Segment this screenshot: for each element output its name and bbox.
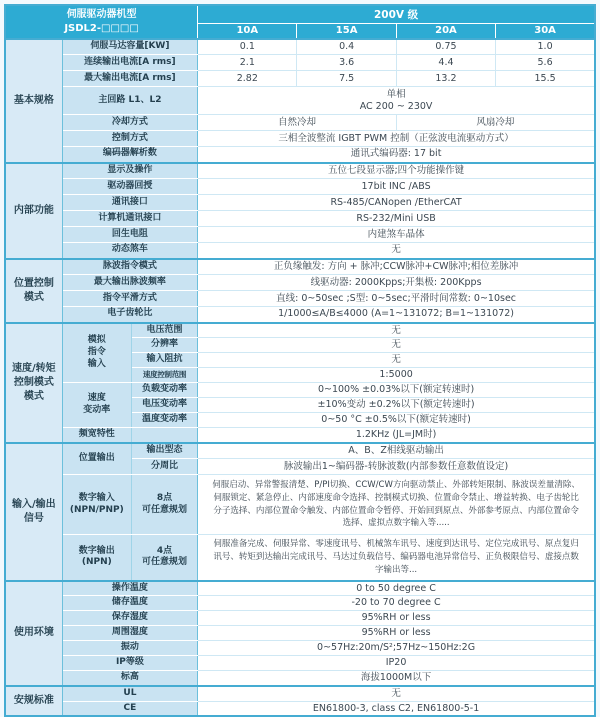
spec-value: 0~50 °C ±0.5%以下(额定转速时)	[198, 412, 595, 427]
spec-value: 无	[198, 353, 595, 368]
spec-label: 驱动器回授	[62, 179, 197, 195]
spec-sublabel: 输入阻抗	[131, 353, 197, 368]
spec-value: 无	[198, 323, 595, 338]
table-row	[5, 307, 595, 323]
table-row	[5, 427, 595, 442]
spec-label: 回生电阻	[62, 227, 197, 243]
spec-label: 振动	[62, 641, 197, 656]
spec-value: A、B、Z相线驱动输出	[198, 443, 595, 459]
table-row	[5, 227, 595, 243]
spec-value: 0~57Hz:20m/S²;57Hz~150Hz:2G	[198, 641, 595, 656]
spec-label: 储存温度	[62, 596, 197, 611]
spec-value: 内建煞车晶体	[198, 227, 595, 243]
table-row	[5, 195, 595, 211]
table-row	[5, 275, 595, 291]
table-row	[5, 655, 595, 670]
drive-model-header: 伺服驱动器机型 JSDL2-□□□□	[5, 5, 198, 39]
table-row	[5, 626, 595, 641]
spec-value: 单相 AC 200 ~ 230V	[198, 87, 595, 115]
table-row	[5, 596, 595, 611]
spec-group-label: 数字输入 (NPN/PNP)	[62, 475, 131, 535]
spec-value: 无	[198, 686, 595, 701]
spec-value: ±10%变动 ±0.2%以下(额定转速时)	[198, 397, 595, 412]
spec-value: 正负缘触发: 方向 + 脉冲;CCW脉冲+CW脉冲;相位差脉冲	[198, 259, 595, 275]
table-row	[5, 5, 595, 24]
spec-group-label: 位置输出	[62, 443, 131, 475]
spec-sublabel: 电压范围	[131, 323, 197, 338]
spec-value: 五位七段显示器;四个功能操作键	[198, 163, 595, 179]
spec-value: EN61800-3, class C2, EN61800-5-1	[198, 701, 595, 716]
table-row	[5, 443, 595, 459]
spec-sublabel: 分周比	[131, 459, 197, 475]
spec-sublabel: 输出型态	[131, 443, 197, 459]
spec-value: 1/1000≤A/B≤4000 (A=1~131072; B=1~131072)	[198, 307, 595, 323]
table-row	[5, 641, 595, 656]
column-header-30a: 30A	[496, 24, 595, 39]
spec-label: 冷却方式	[62, 115, 197, 131]
spec-label: 最大输出电流[A rms]	[62, 71, 197, 87]
table-row	[5, 71, 595, 87]
spec-value: RS-485/CANopen /EtherCAT	[198, 195, 595, 211]
spec-sublabel: 4点 可任意规划	[131, 535, 197, 581]
spec-value: 脉波输出1~编码器-转脉波数(内部参数任意数值设定)	[198, 459, 595, 475]
table-row	[5, 243, 595, 259]
table-row	[5, 670, 595, 685]
spec-value: 2.1	[198, 55, 297, 71]
table-row	[5, 611, 595, 626]
spec-value: RS-232/Mini USB	[198, 211, 595, 227]
spec-label: CE	[62, 701, 197, 716]
spec-sublabel: 电压变动率	[131, 397, 197, 412]
spec-group-label: 频宽特性	[62, 427, 131, 442]
spec-value: 海拔1000M以下	[198, 670, 595, 685]
spec-label: 标高	[62, 670, 197, 685]
spec-value: -20 to 70 degree C	[198, 596, 595, 611]
table-row	[5, 581, 595, 596]
spec-value: 3.6	[297, 55, 396, 71]
table-row	[5, 291, 595, 307]
spec-label: IP等级	[62, 655, 197, 670]
table-row	[5, 535, 595, 581]
spec-label: 控制方式	[62, 131, 197, 147]
spec-label: 连续输出电流[A rms]	[62, 55, 197, 71]
table-row	[5, 131, 595, 147]
spec-value: 1.0	[496, 39, 595, 55]
column-header-20a: 20A	[396, 24, 495, 39]
table-row	[5, 179, 595, 195]
section-io-signals: 输入/输出 信号	[5, 443, 62, 581]
table-row	[5, 163, 595, 179]
spec-sublabel: 8点 可任意规划	[131, 475, 197, 535]
spec-label: 通讯接口	[62, 195, 197, 211]
spec-value: IP20	[198, 655, 595, 670]
spec-value: 95%RH or less	[198, 611, 595, 626]
spec-value: 2.82	[198, 71, 297, 87]
spec-value: 无	[198, 338, 595, 353]
spec-label: 伺服马达容量[KW]	[62, 39, 197, 55]
spec-label: 最大输出脉波频率	[62, 275, 197, 291]
section-internal-functions: 内部功能	[5, 163, 62, 259]
spec-value: 伺服准备完成、伺服异常、零速度讯号、机械煞车讯号、速度到达讯号、定位完成讯号、原点复归讯号、转矩到达输出完成讯号、马达过负载信号、编码器电池异常信号、正负极限信号、虚接点数字输出等...	[198, 535, 595, 581]
section-safety-standards: 安规标准	[5, 686, 62, 717]
spec-label: 脉波指令模式	[62, 259, 197, 275]
section-speed-torque-control-mode: 速度/转矩 控制模式 模式	[5, 323, 62, 443]
section-basic-specs: 基本规格	[5, 39, 62, 163]
spec-sublabel: 负载变动率	[131, 383, 197, 398]
spec-value: 13.2	[396, 71, 495, 87]
table-row	[5, 55, 595, 71]
spec-label: 电子齿轮比	[62, 307, 197, 323]
servo-drive-spec-table	[4, 4, 596, 717]
spec-value: 15.5	[496, 71, 595, 87]
spec-group-label: 速度 变动率	[62, 383, 131, 428]
table-row	[5, 383, 595, 398]
table-row	[5, 686, 595, 701]
spec-table-body	[5, 5, 595, 716]
spec-sublabel: 速度控制范围	[131, 368, 197, 383]
spec-label: 计算机通讯接口	[62, 211, 197, 227]
spec-label: 编码器解析数	[62, 147, 197, 163]
table-row	[5, 115, 595, 131]
spec-group-label: 数字输出 (NPN)	[62, 535, 131, 581]
spec-label: 周围湿度	[62, 626, 197, 641]
voltage-class-header: 200V 级	[198, 5, 595, 24]
table-row	[5, 211, 595, 227]
spec-value: 0 to 50 degree C	[198, 581, 595, 596]
spec-value: 0.4	[297, 39, 396, 55]
spec-label: 保存湿度	[62, 611, 197, 626]
spec-value: 0.1	[198, 39, 297, 55]
table-row	[5, 323, 595, 338]
section-operating-environment: 使用环境	[5, 581, 62, 686]
spec-label: 指令平滑方式	[62, 291, 197, 307]
spec-value: 0.75	[396, 39, 495, 55]
column-header-10a: 10A	[198, 24, 297, 39]
spec-value: 4.4	[396, 55, 495, 71]
spec-value: 1:5000	[198, 368, 595, 383]
table-row	[5, 39, 595, 55]
spec-sublabel: 分辨率	[131, 338, 197, 353]
spec-value: 线驱动器: 2000Kpps;开集极: 200Kpps	[198, 275, 595, 291]
table-row	[5, 475, 595, 535]
spec-label: 主回路 L1、L2	[62, 87, 197, 115]
spec-value: 1.2KHz (JL=JM时)	[198, 427, 595, 442]
spec-label: 动态煞车	[62, 243, 197, 259]
spec-value: 直线: 0~50sec ;S型: 0~5sec;平滑时间常数: 0~10sec	[198, 291, 595, 307]
spec-sublabel	[131, 427, 197, 442]
table-row	[5, 701, 595, 716]
spec-label: 显示及操作	[62, 163, 197, 179]
spec-sublabel: 温度变动率	[131, 412, 197, 427]
spec-value: 5.6	[496, 55, 595, 71]
spec-value: 无	[198, 243, 595, 259]
spec-value: 95%RH or less	[198, 626, 595, 641]
spec-value: 伺服启动、异常警报清楚、P/PI切换、CCW/CW方向驱动禁止、外部转矩限制、脉波误差量清除、伺服锁定、紧急停止、内部速度命令选择、控制模式切换、位置命令禁止、增益转换、电子齿轮比分子选择、内部位置命令触发、内部位置命令暂停、开始回到原点、外部参考原点、内部位置命令选择、虚拟点数字输入等.....	[198, 475, 595, 535]
spec-label: 操作温度	[62, 581, 197, 596]
spec-value: 通讯式编码器: 17 bit	[198, 147, 595, 163]
spec-label: UL	[62, 686, 197, 701]
section-position-control-mode: 位置控制 模式	[5, 259, 62, 323]
table-row	[5, 147, 595, 163]
table-row	[5, 259, 595, 275]
column-header-15a: 15A	[297, 24, 396, 39]
spec-group-label: 模拟 指令 输入	[62, 323, 131, 383]
table-row	[5, 87, 595, 115]
spec-value: 三相全波整流 IGBT PWM 控制（正弦波电流驱动方式）	[198, 131, 595, 147]
spec-value: 风扇冷却	[396, 115, 595, 131]
spec-value: 自然冷却	[198, 115, 397, 131]
spec-value: 0~100% ±0.03%以下(额定转速时)	[198, 383, 595, 398]
spec-value: 17bit INC /ABS	[198, 179, 595, 195]
spec-value: 7.5	[297, 71, 396, 87]
